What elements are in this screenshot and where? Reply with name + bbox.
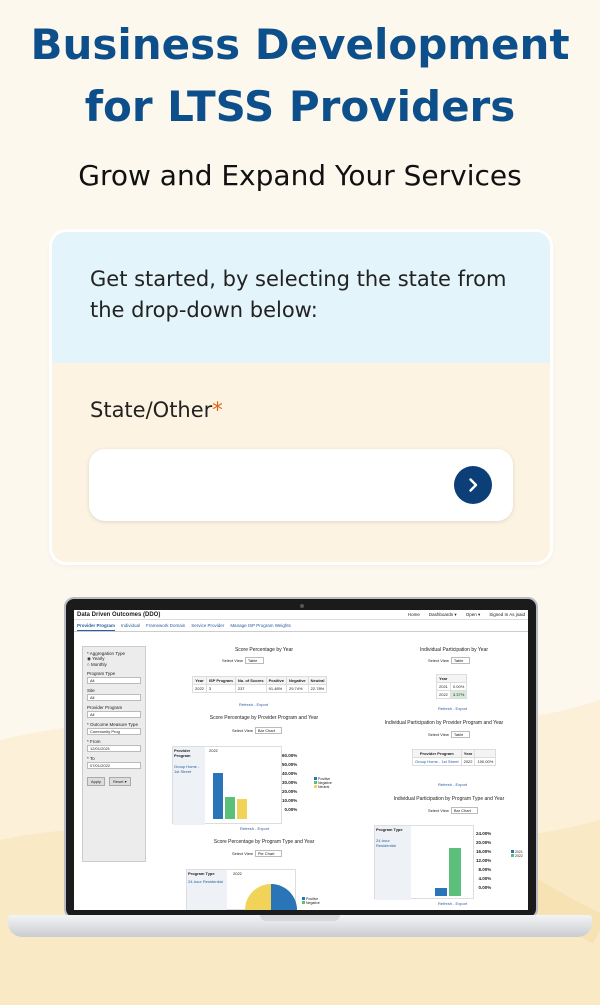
legend-negative: Negative <box>306 901 320 905</box>
state-label <box>90 398 223 422</box>
panel-participation-by-provider-title: Individual Participation by Provider Program and Year <box>384 720 504 726</box>
panel3-chart <box>186 869 296 910</box>
filter-from: 12/01/2021 <box>87 745 141 752</box>
p1-header: ISP Program <box>206 677 235 685</box>
tab-service-provider: Service Provider <box>191 623 225 628</box>
tab-framework-domain: Framework Domain <box>146 623 186 628</box>
p6-row-label: 24-hour Residential <box>376 838 396 848</box>
panel6-y-axis <box>476 829 491 892</box>
p4-cell: 3.37% <box>450 691 466 699</box>
p1-header: No. of Scores <box>235 677 266 685</box>
filter-aggregation-label: * Aggregation Type <box>87 651 125 656</box>
filter-site-label: Site <box>87 688 95 693</box>
p1-cell: 22.78% <box>308 685 327 693</box>
filter-monthly-text: Monthly <box>90 662 107 667</box>
legend-positive: Positive <box>318 777 331 781</box>
axis-tick: 20.00% <box>476 840 492 845</box>
axis-tick: 40.00% <box>282 771 298 776</box>
filter-site: All <box>87 694 141 701</box>
legend-positive: Positive <box>306 897 319 901</box>
panel6-legend <box>511 850 523 858</box>
panel6-view-select <box>428 808 478 813</box>
panel1-refresh-export: Refresh - Export <box>239 702 269 707</box>
p3-year: 2022 <box>233 871 242 876</box>
p1-cell: 91.48% <box>266 685 286 693</box>
panel4-refresh-export: Refresh - Export <box>438 706 468 711</box>
nav-home: Home <box>407 611 420 617</box>
required-asterisk: * <box>212 398 223 422</box>
p1-cell: 237 <box>235 685 266 693</box>
filter-program-type-label: Program Type <box>87 671 116 676</box>
laptop-notch <box>260 915 340 921</box>
panel2-row-labels <box>173 747 205 825</box>
filter-to-label: * To <box>87 756 95 761</box>
panel3-row-labels <box>187 870 227 910</box>
p5-header-blank <box>475 750 496 758</box>
axis-tick: 0.00% <box>284 807 298 812</box>
apply-button: Apply <box>87 777 105 786</box>
reset-button: Reset ▾ <box>109 777 131 786</box>
panel-score-by-program-type-title: Score Percentage by Program Type and Year <box>213 839 315 845</box>
p1-header: Year <box>193 677 207 685</box>
filter-provider: All <box>87 711 141 718</box>
panel2-view-label: Select View <box>232 728 253 733</box>
filter-outcome: Community Prog <box>87 728 141 735</box>
panel4-view-label: Select View <box>428 658 449 663</box>
panel5-view-value: Table <box>451 731 471 738</box>
axis-tick: 8.00% <box>478 867 492 872</box>
p3-row-label: 24-hour Residential <box>188 879 223 884</box>
axis-tick: 50.00% <box>282 762 298 767</box>
axis-tick: 4.00% <box>478 876 492 881</box>
axis-tick: 16.00% <box>476 849 492 854</box>
card-instruction: Get started, by selecting the state from the drop-down below: <box>52 232 550 363</box>
panel2-chart <box>172 746 282 824</box>
axis-tick: 60.00% <box>282 753 298 758</box>
panel2-legend <box>314 777 332 789</box>
axis-tick: 0.00% <box>478 885 492 890</box>
page-title <box>0 14 600 138</box>
state-label-text: State/Other <box>90 398 213 422</box>
panel1-view-select <box>222 658 264 663</box>
panel-score-by-provider-title: Score Percentage by Provider Program and Year <box>209 715 319 721</box>
p1-header: Negative <box>286 677 308 685</box>
panel-score-by-year-title: Score Percentage by Year <box>234 647 294 653</box>
dashboard-nav <box>408 612 525 618</box>
panel5-table <box>412 749 496 766</box>
panel2-view-select <box>232 728 282 733</box>
nav-open: Open ▾ <box>465 611 481 617</box>
filter-yearly-text: Yearly <box>92 656 105 661</box>
title-line-1: Business Development <box>30 20 570 69</box>
panel5-refresh-export: Refresh - Export <box>438 782 468 787</box>
filter-buttons <box>87 777 141 786</box>
panel5-view-label: Select View <box>428 732 449 737</box>
nav-user: Signed In As jsaid <box>489 611 525 617</box>
p5-header: Year <box>461 750 475 758</box>
legend-neutral: Neutral <box>318 785 330 789</box>
dashboard-screenshot <box>74 610 528 910</box>
nav-dashboards: Dashboards ▾ <box>428 611 457 617</box>
bar-negative <box>225 797 235 819</box>
state-dropdown[interactable] <box>89 449 513 521</box>
tab-individual: Individual <box>121 623 141 628</box>
panel3-view-value: Pie Chart <box>255 850 282 857</box>
filter-yearly: ◉ Yearly <box>87 656 105 661</box>
p1-cell: 2022 <box>193 685 207 693</box>
p1-cell: 29.74% <box>286 685 308 693</box>
panel6-row-labels <box>375 826 411 900</box>
legend-2022: 2022 <box>515 854 523 858</box>
bar-neutral <box>237 799 247 819</box>
bar-positive <box>213 773 223 819</box>
chevron-right-icon <box>465 477 481 493</box>
panel3-view-label: Select View <box>232 851 253 856</box>
title-line-2: for LTSS Providers <box>84 82 516 131</box>
p6-col-header: Program Type <box>376 827 403 832</box>
panel-participation-by-program-type-title: Individual Participation by Program Type and Year <box>393 796 505 802</box>
p1-header: Neutral <box>308 677 327 685</box>
dashboard-tabs <box>74 620 528 632</box>
p1-cell: 3 <box>206 685 235 693</box>
laptop-mockup <box>8 597 592 942</box>
axis-tick: 30.00% <box>282 780 298 785</box>
p5-header: Provider Program <box>413 750 462 758</box>
p5-cell: 2022 <box>461 758 475 766</box>
panel6-view-value: Bar Chart <box>451 807 478 814</box>
bar-2022 <box>449 848 461 896</box>
filter-from-label: * From <box>87 739 101 744</box>
camera-dot <box>300 604 304 608</box>
p3-col-header: Program Type <box>188 871 215 876</box>
bar-2021 <box>435 888 447 896</box>
panel5-view-select <box>428 732 470 737</box>
p4-cell: 2021 <box>437 683 451 691</box>
panel2-refresh-export: Refresh - Export <box>240 826 270 831</box>
p4-header: Year <box>437 675 467 683</box>
legend-negative: Negative <box>318 781 332 785</box>
panel3-legend <box>302 897 320 905</box>
panel-participation-by-year-title: Individual Participation by Year <box>419 647 489 653</box>
p2-year: 2022 <box>209 748 218 753</box>
p4-cell: 0.00% <box>450 683 466 691</box>
p5-cell: 100.00% <box>475 758 496 766</box>
axis-tick: 10.00% <box>282 798 298 803</box>
panel4-table <box>436 674 467 699</box>
tab-manage-weights: Manage ISP Program Weights <box>230 623 291 628</box>
panel6-refresh-export: Refresh - Export <box>438 901 468 906</box>
panel2-view-value: Bar Chart <box>255 727 282 734</box>
filter-outcome-label: * Outcome Measure Type <box>87 722 138 727</box>
axis-tick: 20.00% <box>282 789 298 794</box>
panel3-view-select <box>232 851 282 856</box>
laptop-lid <box>64 597 538 919</box>
filter-provider-label: Provider Program <box>87 705 123 710</box>
p5-cell: Group Home - 1st Street <box>413 758 462 766</box>
panel1-view-value: Table <box>245 657 265 664</box>
dashboard-header <box>74 610 528 620</box>
filter-program-type: All <box>87 677 141 684</box>
panel2-y-axis <box>282 751 297 814</box>
axis-tick: 12.00% <box>476 858 492 863</box>
pie-chart <box>245 882 297 910</box>
state-selector-card <box>52 232 550 562</box>
panel6-view-label: Select View <box>428 808 449 813</box>
go-button[interactable] <box>454 466 492 504</box>
page-subtitle: Grow and Expand Your Services <box>78 159 522 192</box>
filter-panel <box>82 646 146 862</box>
axis-tick: 24.00% <box>476 831 492 836</box>
panel4-view-select <box>428 658 470 663</box>
panel1-table <box>192 676 327 693</box>
p4-cell: 2022 <box>437 691 451 699</box>
panel4-view-value: Table <box>451 657 471 664</box>
panel6-chart <box>374 825 474 899</box>
filter-to: 07/01/2022 <box>87 762 141 769</box>
filter-monthly: ○ Monthly <box>87 662 107 667</box>
dashboard-title: Data Driven Outcomes (DDO) <box>77 611 161 618</box>
p1-header: Positive <box>266 677 286 685</box>
p2-row-label: Group Home - 1st Street <box>174 764 200 774</box>
tab-provider-program: Provider Program <box>77 623 115 631</box>
laptop-base <box>8 915 592 937</box>
panel1-view-label: Select View <box>222 658 243 663</box>
p2-col-header: Provider Program <box>174 748 191 758</box>
legend-2021: 2021 <box>515 850 523 854</box>
